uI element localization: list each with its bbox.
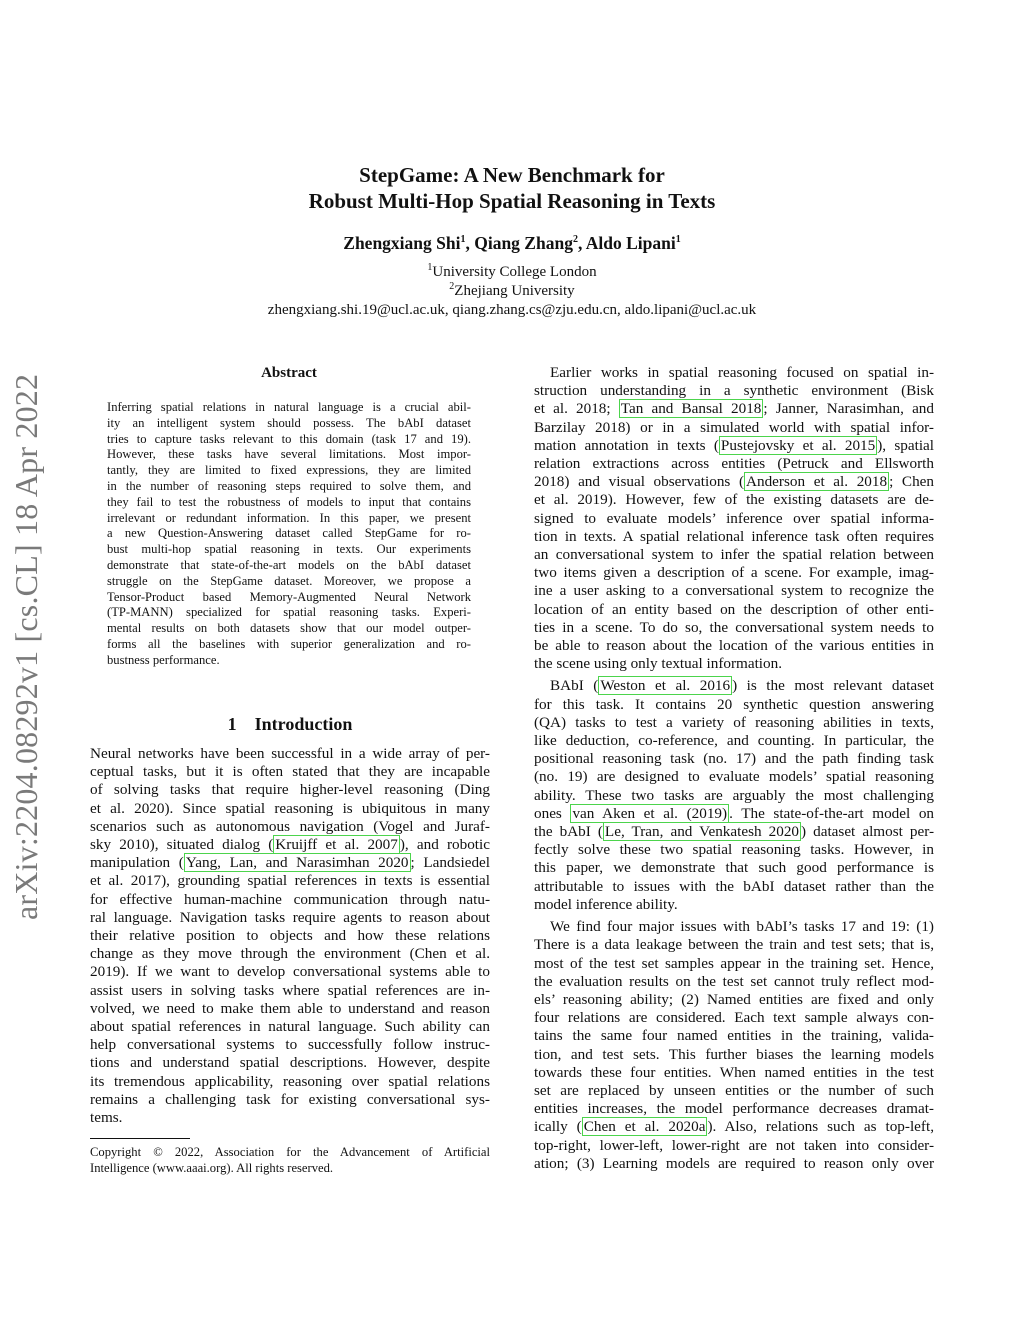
body-line: et al. 2017), grounding spatial references in texts is essential — [90, 872, 490, 890]
body-line: tains the same four named entities in the training, valida- — [534, 1027, 934, 1045]
affiliation-line — [0, 282, 1024, 301]
body-line: ability. These two tasks are arguably the most challenging — [534, 786, 934, 804]
body-line: about spatial references in natural language. Such ability can — [90, 1018, 490, 1036]
body-line: remains a challenging task for existing conversational sys- — [90, 1090, 490, 1108]
body-line: most of the test set samples appear in the training set. Hence, — [534, 954, 934, 972]
citation-link[interactable]: Tan and Bansal 2018 — [620, 400, 762, 418]
body-line: two items given a description of a scene. For example, imag- — [534, 564, 934, 582]
body-line: the bAbI ( Le, Tran, and Venkatesh 2020 ) dataset almost per- — [534, 823, 935, 841]
body-line: tions and understand spatial descriptions. However, despite — [90, 1054, 490, 1072]
body-line: tems. — [90, 1109, 123, 1127]
abstract-line: in the number of reasoning steps required to solve them, and — [107, 478, 471, 493]
body-line: BAbI ( Weston et al. 2016 ) is the most relevant dataset — [550, 677, 934, 695]
body-line: an conversational system to infer the spatial relation between — [534, 546, 934, 564]
paragraph — [534, 677, 934, 914]
citation-link[interactable]: Anderson et al. 2018 — [746, 473, 888, 491]
body-line: ties in a scene. To do so, the conversational system needs to — [534, 618, 934, 636]
author-separator: , — [577, 233, 586, 253]
body-line: volved, we need to make them able to understand and reason — [90, 999, 490, 1017]
abstract-line: tries to capture tasks relevant to this domain (task 17 and 19). — [107, 431, 471, 446]
body-line: be able to reason about the location of the various entities in — [534, 637, 934, 655]
section-title: Introduction — [254, 714, 353, 734]
abstract-line: bust multi-hop spatial reasoning in texts. Our experiments — [107, 542, 471, 557]
body-line: 2018) and visual observations ( Anderson et al. 2018 ; Chen — [534, 473, 934, 491]
abstract-line: However, these tasks have several limitations. Most impor- — [107, 447, 471, 462]
body-line: els’ reasoning ability; (2) Named entities are fixed and only — [534, 990, 934, 1008]
abstract-line: Inferring spatial relations in natural language is a crucial abil- — [107, 400, 471, 414]
body-line: ically ( Chen et al. 2020a ). Also, relations such as top-left, — [534, 1118, 934, 1136]
body-line: relation extractions across entities (Petruck and Ellsworth — [534, 455, 934, 473]
affiliation-marker: 1 — [460, 234, 466, 246]
affiliation-name: Zhejiang University — [454, 283, 575, 299]
affiliations — [0, 263, 1024, 320]
body-line: like deduction, co-reference, and counting. In particular, the — [534, 732, 934, 750]
affiliation-line — [0, 263, 1024, 282]
body-line: ine a user asking to a conversational system to recognize the — [534, 582, 934, 600]
author-name: Qiang Zhang — [474, 233, 573, 253]
body-line: struction understanding in a synthetic environment (Bisk — [534, 382, 934, 400]
body-line: change as they move through the environment (Chen et al. — [90, 945, 490, 963]
body-line: model inference ability. — [534, 895, 678, 913]
author-list — [0, 233, 1024, 254]
abstract-line: ity an intelligent system should possess. The bAbI dataset — [107, 415, 471, 430]
paper-title — [0, 162, 1024, 214]
right-column — [534, 364, 934, 1173]
author-emails: zhengxiang.shi.19@ucl.ac.uk, qiang.zhang.cs@zju.edu.cn, aldo.lipani@ucl.ac.uk — [267, 302, 757, 318]
body-line: Neural networks have been successful in a wide array of per- — [90, 745, 490, 762]
body-line: fectly solve these two spatial reasoning tasks. However, in — [534, 841, 934, 859]
body-line: entities increases, the model performance decreases dramat- — [534, 1100, 934, 1118]
body-line: mation annotation in texts ( Pustejovsky et al. 2015 ), spatial — [534, 436, 934, 454]
body-line: scenarios such as autonomous navigation (Vogel and Juraf- — [90, 817, 490, 835]
abstract-line: a new Question-Answering dataset called StepGame for ro- — [107, 526, 471, 541]
body-line: et al. 2020). Since spatial reasoning is ubiquitous in many — [90, 799, 490, 817]
body-line: help conversational systems to successfully follow instruc- — [90, 1036, 490, 1054]
copyright-footnote — [90, 1144, 490, 1176]
paragraph — [534, 364, 934, 673]
affiliation-marker: 1 — [427, 262, 433, 273]
footnote-line: Intelligence (www.aaai.org). All rights reserved. — [90, 1161, 334, 1175]
body-line: assist users in solving tasks where spatial references are in- — [90, 981, 490, 999]
body-line: set are replaced by unseen entities or the number of such — [534, 1081, 934, 1099]
affiliation-marker: 2 — [449, 281, 455, 292]
author-separator: , — [465, 233, 475, 253]
body-line: the scene using only textual information. — [534, 655, 783, 673]
body-line: for effective human-machine communication through natu- — [90, 890, 490, 908]
title-line: StepGame: A New Benchmark for — [359, 163, 665, 187]
body-line: 2019). If we want to develop conversational systems able to — [90, 963, 490, 981]
body-line: top-right, lower-left, lower-right are not taken into consider- — [534, 1136, 934, 1154]
abstract-heading: Abstract — [261, 365, 317, 381]
body-line: Barzilay 2018) or in a simulated world with spatial infor- — [534, 418, 934, 436]
footnote-line: Copyright © 2022, Association for the Advancement of Artificial — [90, 1145, 490, 1159]
body-line: tion, and test sets. This further biases the learning models — [534, 1045, 934, 1063]
abstract-line: demonstrate that state-of-the-art models on the bAbI dataset — [107, 557, 471, 572]
body-line: Earlier works in spatial reasoning focused on spatial in- — [550, 364, 934, 381]
body-line: of solving tasks that require higher-level reasoning (Ding — [90, 781, 490, 799]
body-line: four relations are considered. Each text sample always con- — [534, 1009, 934, 1027]
abstract-line: bustness performance. — [107, 652, 220, 667]
body-line: sky 2010), situated dialog ( Kruijff et al. 2007 ), and robotic — [90, 836, 490, 854]
body-line: We find four major issues with bAbI’s tasks 17 and 19: (1) — [550, 918, 934, 936]
citation-link[interactable]: Le, Tran, and Venkatesh 2020 — [604, 823, 800, 841]
abstract-line: they fail to test the robustness of models to input that contains — [107, 494, 471, 509]
arxiv-identifier: arXiv:2204.08292v1 [cs.CL] 18 Apr 2022 — [8, 373, 44, 920]
affiliation-marker: 1 — [675, 234, 681, 246]
body-line: positional reasoning task (no. 17) and the path finding task — [534, 750, 934, 768]
body-line: for this task. It contains 20 synthetic question answering — [534, 695, 934, 713]
body-line: tion in texts. A spatial relational inference task often requires — [534, 527, 934, 545]
body-line: There is a data leakage between the train and test sets; that is, — [534, 936, 934, 954]
title-line: Robust Multi-Hop Spatial Reasoning in Texts — [308, 189, 716, 213]
body-line: this paper, we demonstrate that such good performance is — [534, 859, 934, 877]
body-line: et al. 2019). However, few of the existing datasets are de- — [534, 491, 934, 509]
abstract-line: (TP-MANN) specialized for spatial reasoning tasks. Experi- — [107, 605, 471, 620]
citation-link[interactable]: Yang, Lan, and Narasimhan 2020 — [185, 854, 409, 872]
affiliation-marker: 2 — [572, 234, 578, 246]
body-line: its tremendous applicability, reasoning over spatial relations — [90, 1072, 490, 1090]
citation-link[interactable]: Weston et al. 2016 — [600, 677, 731, 695]
body-line: location of an entity based on the description of other enti- — [534, 600, 934, 618]
body-line: towards these four entities. When named entities in the test — [534, 1063, 934, 1081]
abstract-line: irrelevant or redundant information. In this paper, we present — [107, 510, 471, 525]
citation-link[interactable]: Pustejovsky et al. 2015 — [720, 436, 876, 454]
body-line: their relative position to objects and how these relations — [90, 927, 490, 945]
paragraph — [534, 918, 934, 1173]
body-line: attributable to issues with the bAbI dataset rather than the — [534, 877, 934, 895]
section-heading — [90, 714, 490, 735]
author-name: Zhengxiang Shi — [343, 233, 461, 253]
affiliation-name: University College London — [432, 264, 597, 280]
abstract-line: mental results on both datasets show that our model outper- — [107, 621, 471, 636]
footnote-rule — [90, 1138, 190, 1139]
body-line: (QA) tasks to test a variety of reasoning abilities in texts, — [534, 713, 934, 731]
abstract-line: forms all the baselines with superior generalization and ro- — [107, 636, 471, 651]
body-line: ral language. Navigation tasks require agents to reason about — [90, 908, 490, 926]
body-line: ation; (3) Learning models are required to reason only over — [534, 1154, 934, 1172]
citation-link[interactable]: van Aken et al. (2019) — [572, 804, 728, 822]
abstract-line: Tensor-Product based Memory-Augmented Neural Network — [107, 589, 471, 604]
body-line: signed to evaluate models’ inference over spatial informa- — [534, 509, 934, 527]
body-line: manipulation ( Yang, Lan, and Narasimhan 2020 ; Landsiedel — [90, 854, 490, 872]
citation-link[interactable]: Chen et al. 2020a — [583, 1118, 706, 1136]
introduction-body — [90, 745, 490, 1127]
abstract-line: tantly, they are limited to fixed expressions, they are limited — [107, 463, 471, 478]
section-number: 1 — [227, 714, 237, 734]
author-name: Aldo Lipani — [585, 233, 676, 253]
abstract-body — [107, 400, 471, 669]
citation-link[interactable]: Kruijff et al. 2007 — [275, 836, 398, 854]
body-line: (no. 19) are designed to evaluate models’ spatial reasoning — [534, 768, 934, 786]
body-line: the evaluation results on the test set cannot truly reflect mod- — [534, 972, 934, 990]
body-line: et al. 2018; Tan and Bansal 2018 ; Janner, Narasimhan, and — [534, 400, 934, 418]
body-line: ones van Aken et al. (2019) . The state-of-the-art model on — [534, 804, 935, 822]
abstract-line: struggle on the StepGame dataset. Moreover, we propose a — [107, 573, 471, 588]
body-line: ceptual tasks, but it is often stated that they are incapable — [90, 763, 490, 781]
